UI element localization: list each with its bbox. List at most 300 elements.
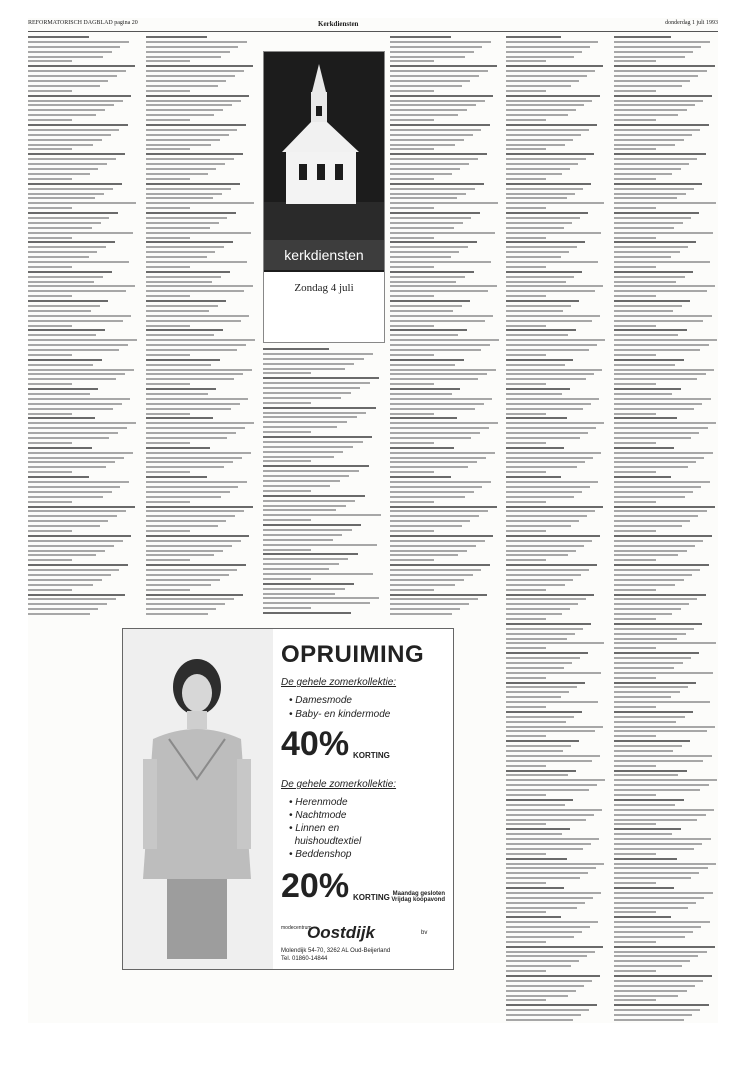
- text-line: [506, 765, 546, 767]
- text-line: [390, 364, 455, 366]
- text-line: [614, 755, 712, 757]
- text-line: [614, 461, 696, 463]
- text-line: [614, 51, 693, 53]
- text-line: [506, 1019, 573, 1021]
- text-line: [263, 387, 360, 389]
- text-line: [28, 173, 90, 175]
- text-line: [146, 290, 244, 292]
- text-line: [614, 628, 694, 630]
- text-line: [263, 505, 346, 507]
- text-line: [506, 104, 584, 106]
- text-line: [146, 354, 190, 356]
- text-line: [614, 931, 693, 933]
- text-line: [146, 197, 213, 199]
- text-line: [614, 104, 695, 106]
- listing-column-1: [28, 36, 138, 616]
- text-line: [506, 476, 561, 478]
- text-line: [506, 735, 546, 737]
- text-line: [390, 300, 470, 302]
- text-line: [146, 285, 253, 287]
- text-line: [146, 109, 223, 111]
- text-line: [146, 232, 251, 234]
- text-line: [146, 589, 190, 591]
- text-line: [614, 134, 692, 136]
- text-line: [614, 867, 708, 869]
- text-line: [263, 534, 342, 536]
- text-line: [28, 525, 100, 527]
- discount-20: 20%: [281, 867, 350, 905]
- text-line: [506, 706, 546, 708]
- text-line: [506, 730, 595, 732]
- text-line: [614, 339, 717, 341]
- text-line: [263, 485, 330, 487]
- text-line: [506, 422, 604, 424]
- text-line: [614, 833, 672, 835]
- text-line: [506, 202, 604, 204]
- text-line: [28, 554, 96, 556]
- text-line: [390, 589, 434, 591]
- text-line: [146, 545, 232, 547]
- text-line: [390, 90, 434, 92]
- text-line: [390, 109, 467, 111]
- text-line: [390, 153, 487, 155]
- ad-model-photo: [123, 629, 273, 969]
- text-line: [263, 441, 363, 443]
- text-line: [146, 114, 214, 116]
- text-line: [614, 100, 703, 102]
- text-line: [263, 377, 379, 379]
- text-line: [614, 422, 716, 424]
- text-line: [614, 153, 706, 155]
- text-line: [614, 334, 678, 336]
- text-line: [28, 501, 72, 503]
- text-line: [506, 329, 576, 331]
- text-line: [390, 325, 434, 327]
- text-line: [614, 579, 684, 581]
- text-line: [614, 36, 671, 38]
- text-line: [28, 251, 97, 253]
- text-line: [390, 173, 452, 175]
- text-line: [28, 310, 91, 312]
- text-line: [28, 300, 108, 302]
- text-line: [506, 740, 579, 742]
- text-line: [146, 119, 190, 121]
- text-line: [390, 476, 451, 478]
- text-line: [146, 300, 226, 302]
- text-line: [146, 540, 241, 542]
- text-line: [506, 535, 600, 537]
- text-line: [146, 515, 235, 517]
- text-line: [146, 491, 230, 493]
- text-line: [146, 256, 207, 258]
- text-line: [146, 388, 216, 390]
- text-line: [506, 672, 601, 674]
- text-line: [506, 334, 568, 336]
- text-line: [614, 124, 709, 126]
- text-line: [506, 530, 546, 532]
- text-line: [506, 833, 562, 835]
- ad-item: • Damesmode: [289, 695, 352, 706]
- text-line: [506, 241, 585, 243]
- text-line: [506, 1009, 589, 1011]
- text-line: [146, 70, 244, 72]
- text-line: [614, 486, 701, 488]
- text-line: [28, 598, 116, 600]
- text-line: [28, 60, 72, 62]
- text-line: [390, 471, 434, 473]
- text-line: [614, 237, 656, 239]
- text-line: [146, 359, 220, 361]
- text-line: [28, 305, 100, 307]
- text-line: [506, 858, 567, 860]
- text-line: [146, 80, 226, 82]
- text-line: [390, 56, 465, 58]
- text-line: [390, 579, 464, 581]
- text-line: [390, 398, 492, 400]
- text-line: [506, 569, 589, 571]
- text-line: [263, 573, 373, 575]
- text-line: [614, 1004, 709, 1006]
- text-line: [263, 421, 347, 423]
- text-line: [390, 271, 474, 273]
- text-line: [614, 686, 688, 688]
- text-line: [506, 911, 546, 913]
- text-line: [506, 931, 582, 933]
- text-line: [614, 711, 693, 713]
- text-line: [263, 524, 361, 526]
- text-line: [614, 305, 682, 307]
- text-line: [614, 554, 678, 556]
- text-line: [146, 579, 220, 581]
- text-line: [506, 471, 546, 473]
- text-line: [614, 1009, 700, 1011]
- text-line: [390, 427, 489, 429]
- text-line: [506, 481, 598, 483]
- text-line: [390, 540, 485, 542]
- text-line: [263, 500, 355, 502]
- text-line: [146, 217, 227, 219]
- text-line: [146, 598, 234, 600]
- text-line: [614, 623, 702, 625]
- text-line: [614, 745, 682, 747]
- text-line: [506, 207, 546, 209]
- text-line: [614, 1019, 684, 1021]
- text-line: [506, 222, 572, 224]
- text-line: [146, 212, 236, 214]
- text-line: [390, 608, 460, 610]
- text-line: [28, 559, 72, 561]
- text-line: [390, 41, 491, 43]
- text-line: [146, 344, 246, 346]
- text-line: [263, 353, 373, 355]
- text-line: [390, 129, 481, 131]
- text-line: [614, 417, 677, 419]
- text-line: [614, 633, 686, 635]
- text-line: [614, 251, 680, 253]
- text-line: [614, 466, 688, 468]
- feature-date: Zondag 4 juli: [294, 282, 354, 294]
- text-line: [614, 241, 696, 243]
- text-line: [390, 369, 496, 371]
- text-line: [28, 51, 112, 53]
- text-line: [146, 153, 243, 155]
- text-line: [506, 843, 591, 845]
- text-line: [263, 475, 349, 477]
- text-line: [614, 90, 656, 92]
- text-line: [614, 540, 703, 542]
- text-line: [28, 158, 116, 160]
- text-line: [614, 501, 656, 503]
- text-line: [506, 466, 577, 468]
- text-line: [506, 579, 573, 581]
- text-line: [390, 124, 490, 126]
- text-line: [146, 207, 190, 209]
- text-line: [28, 520, 108, 522]
- text-line: [146, 608, 216, 610]
- text-line: [506, 237, 546, 239]
- listing-column-4: [390, 36, 500, 616]
- text-line: [390, 256, 451, 258]
- text-line: [614, 95, 712, 97]
- text-line: [390, 520, 470, 522]
- text-line: [390, 305, 462, 307]
- text-line: [390, 310, 453, 312]
- text-line: [506, 995, 568, 997]
- text-line: [28, 589, 72, 591]
- discount-40: 40%: [281, 725, 350, 763]
- text-line: [614, 256, 671, 258]
- text-line: [506, 383, 546, 385]
- text-line: [614, 589, 656, 591]
- text-line: [146, 447, 210, 449]
- text-line: [146, 378, 234, 380]
- text-line: [506, 589, 546, 591]
- text-line: [614, 638, 677, 640]
- text-line: [506, 188, 583, 190]
- text-line: [506, 403, 591, 405]
- text-line: [263, 358, 364, 360]
- text-line: [614, 672, 713, 674]
- text-line: [146, 613, 208, 615]
- text-line: [614, 515, 698, 517]
- text-line: [506, 921, 598, 923]
- store-logo: [281, 923, 451, 943]
- text-line: [506, 413, 546, 415]
- text-line: [146, 193, 222, 195]
- text-line: [506, 310, 563, 312]
- text-line: [506, 951, 595, 953]
- text-line: [146, 46, 238, 48]
- text-line: [506, 486, 590, 488]
- text-line: [506, 623, 591, 625]
- text-line: [506, 276, 574, 278]
- text-line: [614, 735, 656, 737]
- text-line: [390, 329, 467, 331]
- text-line: [146, 271, 230, 273]
- text-line: [614, 144, 675, 146]
- text-line: [263, 368, 345, 370]
- text-line: [390, 403, 484, 405]
- text-line: [614, 980, 703, 982]
- ad-section-2: De gehele zomerkollektie:: [281, 779, 397, 790]
- text-line: [28, 329, 105, 331]
- text-line: [263, 539, 333, 541]
- text-line: [28, 325, 72, 327]
- text-line: [614, 902, 696, 904]
- text-line: [390, 388, 460, 390]
- text-line: [28, 383, 72, 385]
- text-line: [506, 1014, 581, 1016]
- text-line: [506, 442, 546, 444]
- text-line: [28, 613, 90, 615]
- text-line: [614, 872, 699, 874]
- text-line: [614, 496, 685, 498]
- text-line: [146, 481, 247, 483]
- text-line: [28, 217, 109, 219]
- text-line: [614, 222, 683, 224]
- text-line: [146, 476, 207, 478]
- text-line: [390, 246, 468, 248]
- text-line: [146, 442, 190, 444]
- text-line: [614, 398, 711, 400]
- text-line: [506, 320, 592, 322]
- phone-line: Tel. 01860-14844: [281, 956, 328, 962]
- text-line: [390, 183, 484, 185]
- text-line: [614, 853, 656, 855]
- text-line: [506, 892, 601, 894]
- text-line: [390, 193, 466, 195]
- text-line: [390, 422, 498, 424]
- advertisement: [122, 628, 454, 970]
- ad-text-panel: [281, 629, 451, 969]
- text-line: [614, 960, 690, 962]
- text-line: [390, 320, 485, 322]
- text-line: [390, 491, 474, 493]
- text-line: [506, 872, 588, 874]
- text-line: [506, 828, 570, 830]
- text-line: [390, 251, 459, 253]
- text-line: [506, 144, 565, 146]
- text-line: [28, 574, 111, 576]
- text-line: [28, 422, 136, 424]
- text-line: [506, 1004, 597, 1006]
- text-line: [614, 452, 713, 454]
- text-line: [506, 745, 571, 747]
- text-line: [614, 642, 716, 644]
- text-line: [614, 911, 656, 913]
- text-line: [614, 481, 710, 483]
- text-line: [614, 471, 656, 473]
- text-line: [28, 144, 93, 146]
- text-line: [506, 378, 586, 380]
- text-line: [28, 510, 126, 512]
- text-line: [614, 545, 695, 547]
- text-line: [390, 408, 475, 410]
- text-line: [28, 178, 72, 180]
- text-line: [263, 470, 359, 472]
- text-line: [28, 486, 120, 488]
- text-line: [263, 553, 358, 555]
- text-line: [28, 241, 115, 243]
- text-line: [506, 173, 562, 175]
- text-line: [263, 612, 351, 614]
- text-line: [506, 315, 600, 317]
- text-line: [146, 554, 214, 556]
- text-line: [506, 398, 599, 400]
- text-line: [614, 701, 710, 703]
- text-line: [506, 662, 572, 664]
- ad-item: • Nachtmode: [289, 810, 347, 821]
- text-line: [263, 519, 311, 521]
- text-line: [390, 158, 478, 160]
- text-line: [28, 246, 106, 248]
- text-line: [146, 178, 190, 180]
- church-photo: [264, 52, 384, 272]
- text-line: [146, 432, 236, 434]
- text-line: [28, 188, 113, 190]
- text-line: [263, 544, 377, 546]
- text-line: [506, 124, 597, 126]
- ad-item: • Beddenshop: [289, 849, 352, 860]
- text-line: [390, 535, 493, 537]
- text-line: [614, 281, 676, 283]
- text-line: [28, 545, 114, 547]
- text-line: [390, 413, 434, 415]
- text-line: [506, 158, 586, 160]
- text-line: [614, 85, 682, 87]
- text-line: [614, 779, 717, 781]
- text-line: [506, 814, 594, 816]
- text-line: [506, 970, 546, 972]
- text-line: [614, 188, 694, 190]
- text-line: [263, 407, 376, 409]
- text-line: [506, 784, 597, 786]
- text-line: [614, 520, 690, 522]
- text-line: [614, 295, 656, 297]
- text-line: [506, 926, 590, 928]
- text-line: [506, 510, 595, 512]
- text-line: [614, 858, 677, 860]
- text-line: [390, 70, 488, 72]
- text-line: [28, 227, 92, 229]
- address-line: Molendijk 54-70, 3262 AL Oud-Beijerland: [281, 948, 391, 954]
- text-line: [614, 261, 710, 263]
- text-line: [506, 999, 546, 1001]
- text-line: [146, 56, 221, 58]
- text-line: [28, 344, 128, 346]
- text-line: [614, 877, 691, 879]
- text-line: [506, 134, 581, 136]
- text-line: [28, 168, 98, 170]
- text-line: [506, 501, 546, 503]
- text-line: [506, 652, 588, 654]
- text-line: [28, 197, 95, 199]
- text-line: [614, 955, 698, 957]
- text-line: [28, 193, 104, 195]
- text-line: [506, 550, 576, 552]
- text-line: [614, 60, 656, 62]
- text-line: [28, 481, 129, 483]
- text-line: [390, 393, 452, 395]
- text-line: [614, 447, 674, 449]
- text-line: [614, 510, 707, 512]
- ad-item: huishoudtextiel: [294, 836, 362, 847]
- text-line: [28, 506, 135, 508]
- text-line: [614, 457, 704, 459]
- text-line: [28, 535, 131, 537]
- text-line: [390, 119, 434, 121]
- text-line: [390, 432, 480, 434]
